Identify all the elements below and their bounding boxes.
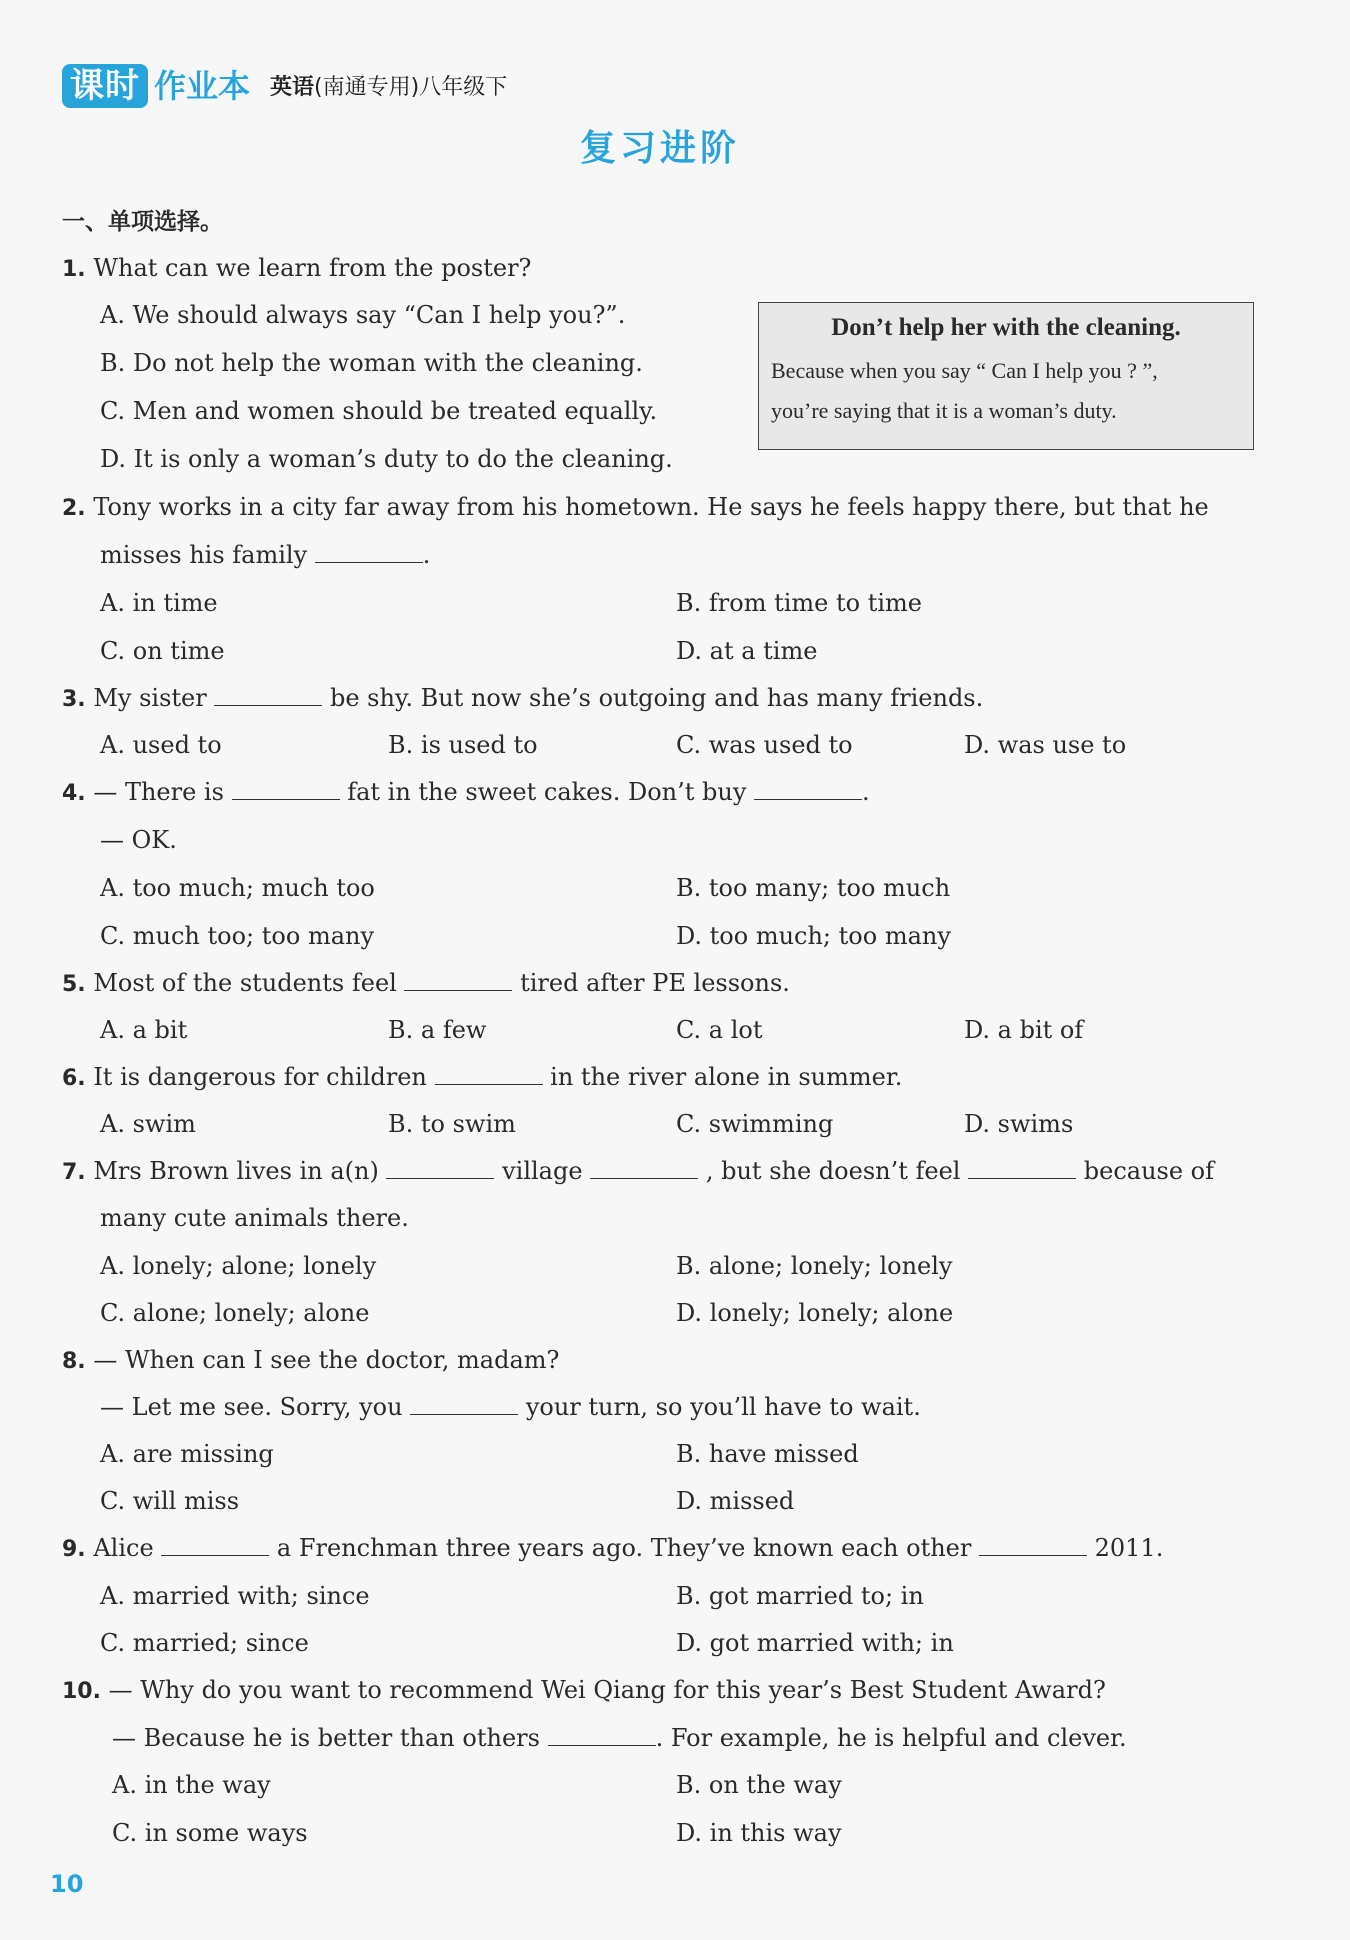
question-text: tired after PE lessons. [520,969,790,997]
page-number: 10 [50,1870,84,1898]
option-a: A. in the way [112,1771,271,1799]
question-9 [62,1533,1163,1565]
option-d: D. too much; too many [676,922,951,950]
question-text: What can we learn from the poster? [93,254,532,282]
question-text: — Because he is better than others [112,1724,540,1752]
option-b: B. on the way [676,1771,842,1799]
question-text: because of [1083,1157,1215,1185]
option-b: B. from time to time [676,589,922,617]
question-7 [62,1156,1214,1188]
question-text: fat in the sweet cakes. Don’t buy [347,778,747,806]
option-c: C. swimming [676,1110,834,1138]
question-text: a Frenchman three years ago. They’ve known each other [276,1534,972,1562]
answer-blank[interactable] [968,1156,1076,1179]
answer-blank[interactable] [979,1533,1087,1556]
option-c: C. a lot [676,1016,763,1044]
option-d: D. missed [676,1487,795,1515]
question-text: . [422,541,431,569]
answer-blank[interactable] [214,683,322,706]
option-a: A. too much; much too [100,874,375,902]
poster [758,302,1254,450]
question-text: — Let me see. Sorry, you [100,1393,403,1421]
question-text: misses his family [100,541,308,569]
question-7-line-2: many cute animals there. [100,1204,409,1232]
question-text: in the river alone in summer. [550,1063,903,1091]
question-10-line-2 [112,1723,1127,1753]
question-4 [62,777,870,809]
question-number: 3. [62,687,86,712]
question-number: 5. [62,972,86,997]
option-b: B. Do not help the woman with the cleaning. [100,349,643,377]
poster-line-2: you’re saying that it is a woman’s duty. [771,398,1117,423]
question-number: 1. [62,257,86,282]
question-text: Most of the students feel [93,969,397,997]
question-number: 6. [62,1066,86,1091]
question-text: . For example, he is helpful and clever. [655,1724,1127,1752]
question-5 [62,968,790,1000]
question-10 [62,1675,1106,1707]
question-text: village [502,1157,583,1185]
question-text: Mrs Brown lives in a(n) [93,1157,379,1185]
answer-blank[interactable] [435,1062,543,1085]
question-number: 8. [62,1349,86,1374]
answer-blank[interactable] [232,777,340,800]
question-text: — There is [93,778,224,806]
question-3 [62,683,983,715]
option-a: A. lonely; alone; lonely [100,1252,377,1280]
poster-title: Don’t help her with the cleaning. [831,314,1181,341]
option-d: D. in this way [676,1819,842,1847]
question-text: be shy. But now she’s outgoing and has many friends. [329,684,984,712]
question-text: 2011. [1094,1534,1164,1562]
answer-blank[interactable] [548,1723,656,1746]
question-8 [62,1345,559,1377]
option-d: D. swims [964,1110,1074,1138]
option-a: A. a bit [100,1016,188,1044]
option-d: D. got married with; in [676,1629,954,1657]
question-2-line-2 [100,540,430,570]
option-c: C. was used to [676,731,853,759]
option-b: B. got married to; in [676,1582,924,1610]
answer-blank[interactable] [410,1392,518,1415]
logo-badge: 课时 [62,64,148,108]
question-text: , but she doesn’t feel [705,1157,961,1185]
question-text: Alice [93,1534,154,1562]
answer-blank[interactable] [754,777,862,800]
logo-text: 作业本 [154,67,251,105]
option-d: D. lonely; lonely; alone [676,1299,954,1327]
answer-blank[interactable] [386,1156,494,1179]
option-a: A. We should always say “Can I help you?”. [100,301,626,329]
option-c: C. alone; lonely; alone [100,1299,370,1327]
question-text: — When can I see the doctor, madam? [93,1346,560,1374]
question-number: 9. [62,1537,86,1562]
option-c: C. will miss [100,1487,240,1515]
question-6 [62,1062,902,1094]
question-text: Tony works in a city far away from his hometown. He says he feels happy there, but that he [93,493,1209,521]
option-c: C. on time [100,637,225,665]
option-b: B. have missed [676,1440,859,1468]
answer-blank[interactable] [590,1156,698,1179]
dialogue-reply: — OK. [100,826,177,854]
option-d: D. at a time [676,637,818,665]
question-8-line-2 [100,1392,921,1422]
option-c: C. married; since [100,1629,309,1657]
option-c: C. much too; too many [100,922,375,950]
answer-blank[interactable] [315,540,423,563]
book-subject: 英语 [270,75,315,100]
question-number: 7. [62,1160,86,1185]
question-number: 2. [62,496,86,521]
option-d: D. was use to [964,731,1127,759]
question-2 [62,492,1209,524]
question-text: It is dangerous for children [93,1063,427,1091]
option-d: D. It is only a woman’s duty to do the cleaning. [100,445,673,473]
option-a: A. married with; since [100,1582,370,1610]
poster-line-1: Because when you say “ Can I help you ? ”, [771,358,1158,383]
option-c: C. Men and women should be treated equally. [100,397,658,425]
option-b: B. is used to [388,731,538,759]
question-text: . [862,778,870,806]
option-b: B. to swim [388,1110,516,1138]
book-detail: (南通专用)八年级下 [314,75,508,100]
question-text: — Why do you want to recommend Wei Qiang for this year’s Best Student Award? [108,1676,1106,1704]
option-a: A. used to [100,731,222,759]
section-heading: 一、单项选择。 [62,209,223,235]
option-a: A. in time [100,589,218,617]
question-number: 4. [62,781,86,806]
option-b: B. too many; too much [676,874,951,902]
answer-blank[interactable] [161,1533,269,1556]
question-text: My sister [93,684,207,712]
question-number: 10. [62,1679,101,1704]
book-info [270,68,507,108]
page-header [62,58,507,108]
option-d: D. a bit of [964,1016,1084,1044]
question-1 [62,253,531,285]
option-c: C. in some ways [112,1819,308,1847]
answer-blank[interactable] [404,968,512,991]
question-text: your turn, so you’ll have to wait. [525,1393,921,1421]
option-a: A. are missing [100,1440,274,1468]
option-a: A. swim [100,1110,196,1138]
option-b: B. a few [388,1016,487,1044]
page-title: 复习进阶 [579,128,740,169]
option-b: B. alone; lonely; lonely [676,1252,953,1280]
